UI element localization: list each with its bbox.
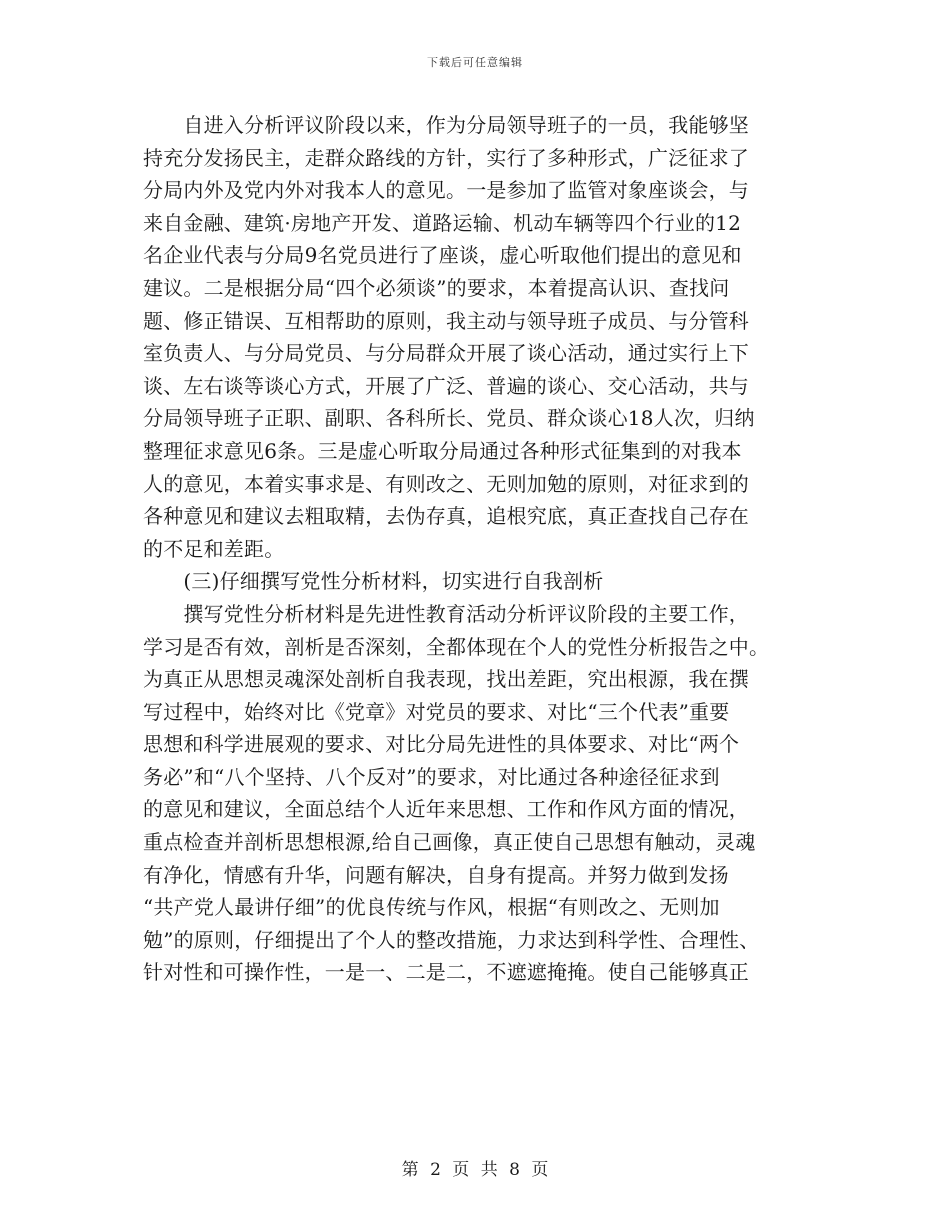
text-line: 针对性和可操作性，一是一、二是二，不遮遮掩掩。使自己能够真正	[143, 960, 749, 985]
text-line: 思想和科学进展观的要求、对比分局先进性的具体要求、对比“两个	[143, 732, 740, 757]
text-line: 分局领导班子正职、副职、各科所长、党员、群众谈心18人次，归纳	[143, 406, 755, 431]
text-line: 的意见和建议，全面总结个人近年来思想、工作和作风方面的情况，	[143, 797, 749, 822]
text-line: 整理征求意见6条。三是虚心听取分局通过各种形式征集到的对我本	[143, 438, 742, 463]
text-line: 自进入分析评议阶段以来，作为分局领导班子的一员，我能够坚	[143, 113, 749, 137]
text-line: (三)仔细撰写党性分析材料，切实进行自我剖析	[143, 569, 604, 594]
text-line: 持充分发扬民主，走群众路线的方针，实行了多种形式，广泛征求了	[143, 145, 749, 170]
text-line: 各种意见和建议去粗取精，去伪存真，追根究底，真正查找自己存在	[143, 504, 749, 529]
page-header: 下载后可任意编辑	[427, 56, 523, 69]
text-line: 为真正从思想灵魂深处剖析自我表现，找出差距，究出根源，我在撰	[143, 667, 749, 692]
text-line: 的不足和差距。	[143, 536, 285, 561]
document-body	[143, 109, 803, 989]
text-line: 重点检查并剖析思想根源,给自己画像，真正使自己思想有触动，灵魂	[143, 830, 756, 855]
text-line: 室负责人、与分局党员、与分局群众开展了谈心活动，通过实行上下	[143, 341, 749, 366]
text-line: 谈、左右谈等谈心方式，开展了广泛、普遍的谈心、交心活动，共与	[143, 373, 749, 398]
text-line: 人的意见，本着实事求是、有则改之、无则加勉的原则，对征求到的	[143, 471, 749, 496]
text-line: 分局内外及党内外对我本人的意见。一是参加了监管对象座谈会，与	[143, 178, 749, 203]
text-line: 建议。二是根据分局“四个必须谈”的要求，本着提高认识、查找问	[143, 275, 730, 300]
text-line: 勉”的原则，仔细提出了个人的整改措施，力求达到科学性、合理性、	[143, 927, 760, 952]
text-line: 学习是否有效，剖析是否深刻，全都体现在个人的党性分析报告之中。	[143, 634, 770, 659]
text-line: 来自金融、建筑·房地产开发、道路运输、机动车辆等四个行业的12	[143, 210, 742, 235]
text-line: 写过程中，始终对比《党章》对党员的要求、对比“三个代表”重要	[143, 699, 730, 724]
page-footer: 第 2 页 共 8 页	[401, 1160, 549, 1180]
text-line: 名企业代表与分局9名党员进行了座谈，虚心听取他们提出的意见和	[143, 243, 742, 268]
text-line: 有净化，情感有升华，问题有解决，自身有提高。并努力做到发扬	[143, 862, 729, 887]
text-line: 撰写党性分析材料是先进性教育活动分析评议阶段的主要工作，	[143, 601, 749, 626]
text-line: “共产党人最讲仔细”的优良传统与作风，根据“有则改之、无则加	[143, 895, 720, 920]
text-line: 题、修正错误、互相帮助的原则，我主动与领导班子成员、与分管科	[143, 308, 749, 333]
text-line: 务必”和“八个坚持、八个反对”的要求，对比通过各种途径征求到	[143, 764, 720, 789]
